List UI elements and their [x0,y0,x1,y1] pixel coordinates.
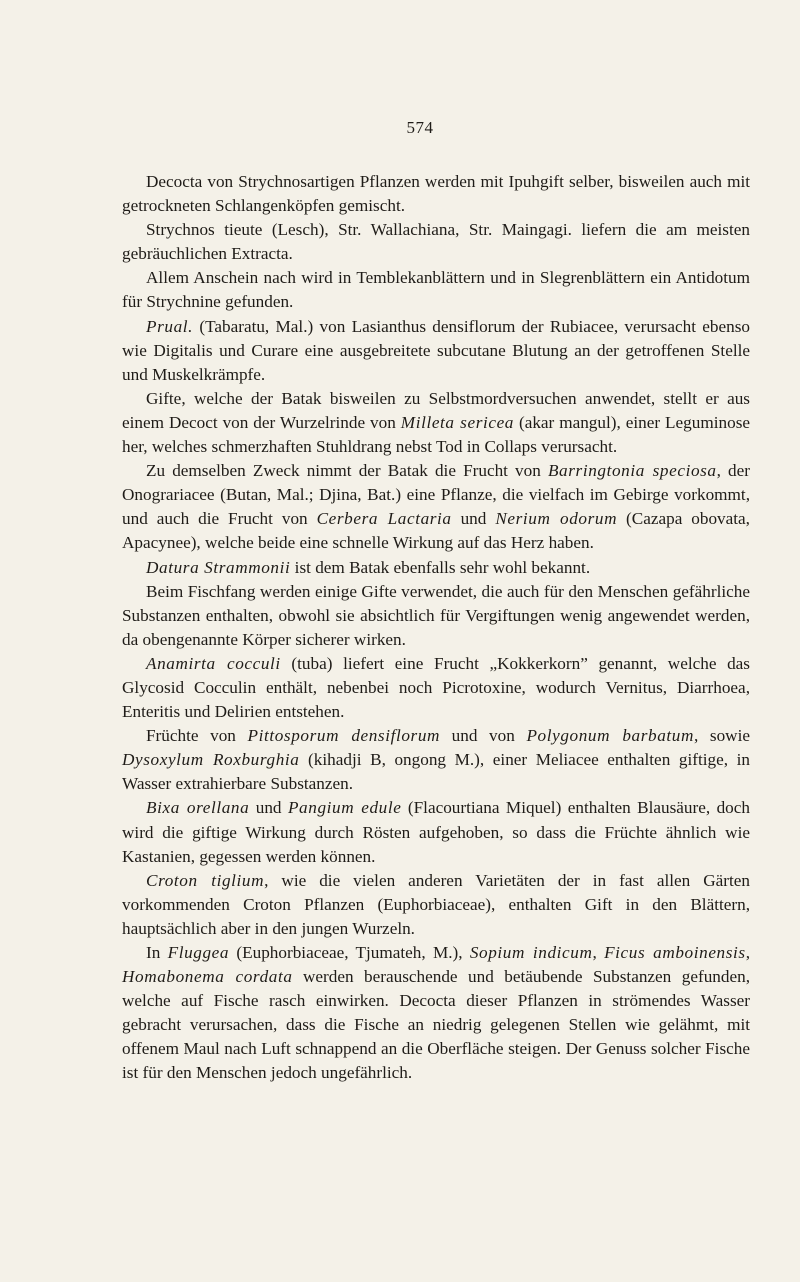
text-run: Früchte von [146,726,248,746]
italic-term: Prual. [146,316,194,336]
text-run: (Cazapa obovata, Apacynee), welche beide eine schnelle Wirkung auf das Herz haben. [122,509,750,553]
text-run: , wie die vielen anderen Varietäten der in fast allen Gärten vorkommenden Croton Pflanzen (Euphorbiaceae), enthalten Gift in den Blättern, hauptsächlich aber in den jungen Wurzeln. [122,870,751,938]
italic-term: Cerbera Lactaria [316,509,452,529]
paragraph [122,724,750,796]
italic-term: Dysoxylum Roxburghia [122,750,300,770]
italic-term: Fluggea [167,943,230,962]
text-run: , sowie [693,726,750,746]
italic-term: Ficus amboinensis [604,943,746,962]
italic-term: Anamirta cocculi [146,653,281,673]
text-run: (Tabaratu, Mal.) von Lasianthus densiflorum der Rubiacee, verursacht ebenso wie Digitalis und Curare eine ausgebreitete subcutane Blutung an der getroffenen Stelle und Muskelkrämpfe. [122,316,750,384]
paragraph [122,387,750,459]
paragraph [122,941,750,1086]
italic-term: Sopium indicum [469,943,593,962]
italic-term: Pittosporum densiflorum [247,726,441,746]
text-run: Beim Fischfang werden einige Gifte verwendet, die auch für den Menschen gefährliche Substanzen enthalten, obwohl sie absichtlich für Vergiftungen wenig angewendet werden, da obengenannte Körper sicherer wirken. [122,581,750,649]
text-run: Allem Anschein nach wird in Temblekanblättern und in Slegrenblättern ein Antidotum für Strychnine gefunden. [122,268,750,312]
paragraph [122,580,750,652]
text-run: werden berauschende und betäubende Substanzen gefunden, welche auf Fische rasch einwirken. Decocta dieser Pflanzen in strömendes Wasser gebracht verursachen, dass die Fische an niedrig gelegenen Stellen wie gelähmt, mit offenem Maul nach Luft schnappend an die Oberfläche steigen. Der Genuss solcher Fische ist für den Menschen jedoch ungefährlich. [122,967,750,1083]
italic-term: Barringtonia speciosa [547,461,717,481]
paragraph [122,869,750,941]
text-run: und von [440,726,527,746]
text-run: , der Onograriacee (Butan, Mal.; Djina, Bat.) eine Pflanze, die vielfach im Gebirge vorkommt, und auch die Frucht von [122,461,750,529]
paragraph [122,796,750,868]
italic-term: Datura Strammonii [146,557,291,577]
text-run: In [146,943,168,962]
text-run: (akar mangul), einer Leguminose her, welches schmerzhaften Stuhldrang nebst Tod in Collaps verursacht. [122,412,751,457]
text-run: ist dem Batak ebenfalls sehr wohl bekannt. [290,557,591,577]
paragraph [122,266,750,314]
italic-term: Homabonema cordata [122,967,293,987]
text-run: Gifte, welche der Batak bisweilen zu Selbstmordversuchen anwendet, stellt er aus einem Decoct von der Wurzelrinde von [122,388,750,432]
body-text [122,170,750,1086]
page-number: 574 [406,118,434,137]
italic-term: Pangium edule [287,798,402,818]
text-run: Zu demselben Zweck nimmt der Batak die Frucht von [146,461,548,481]
italic-term: Polygonum barbatum [526,726,694,746]
paragraph [122,218,750,266]
paragraph [122,556,750,580]
text-run: und [451,509,496,529]
text-run: Strychnos tieute (Lesch), Str. Wallachiana, Str. Maingagi. liefern die am meisten gebräuchlichen Extracta. [122,220,750,264]
paragraph [122,459,750,555]
text-run: und [249,798,288,818]
text-run: , [745,943,750,962]
text-run: (Euphorbiaceae, Tjumateh, M.), [229,943,470,962]
text-run: , [592,943,605,962]
text-run: Decocta von Strychnosartigen Pflanzen werden mit Ipuhgift selber, bisweilen auch mit getrockneten Schlangenköpfen gemischt. [122,172,750,216]
italic-term: Bixa orellana [146,798,250,818]
text-run: (Flacourtiana Miquel) enthalten Blausäure, doch wird die giftige Wirkung durch Rösten aufgehoben, so dass die Früchte ähnlich wie Kastanien, gegessen werden können. [122,798,750,866]
italic-term: Croton tiglium [146,870,265,890]
paragraph [122,652,750,724]
italic-term: Milleta sericea [400,412,515,432]
paragraph [122,315,750,387]
paragraph [122,170,750,218]
italic-term: Nerium odorum [495,509,618,529]
text-run: (kihadji B, ongong M.), einer Meliacee enthalten giftige, in Wasser extrahierbare Substanzen. [122,750,750,794]
text-run: (tuba) liefert eine Frucht „Kokkerkorn” genannt, welche das Glycosid Cocculin enthält, nebenbei noch Picrotoxine, wodurch Vernitus, Diarrhoea, Enteritis und Delirien entstehen. [122,653,750,722]
